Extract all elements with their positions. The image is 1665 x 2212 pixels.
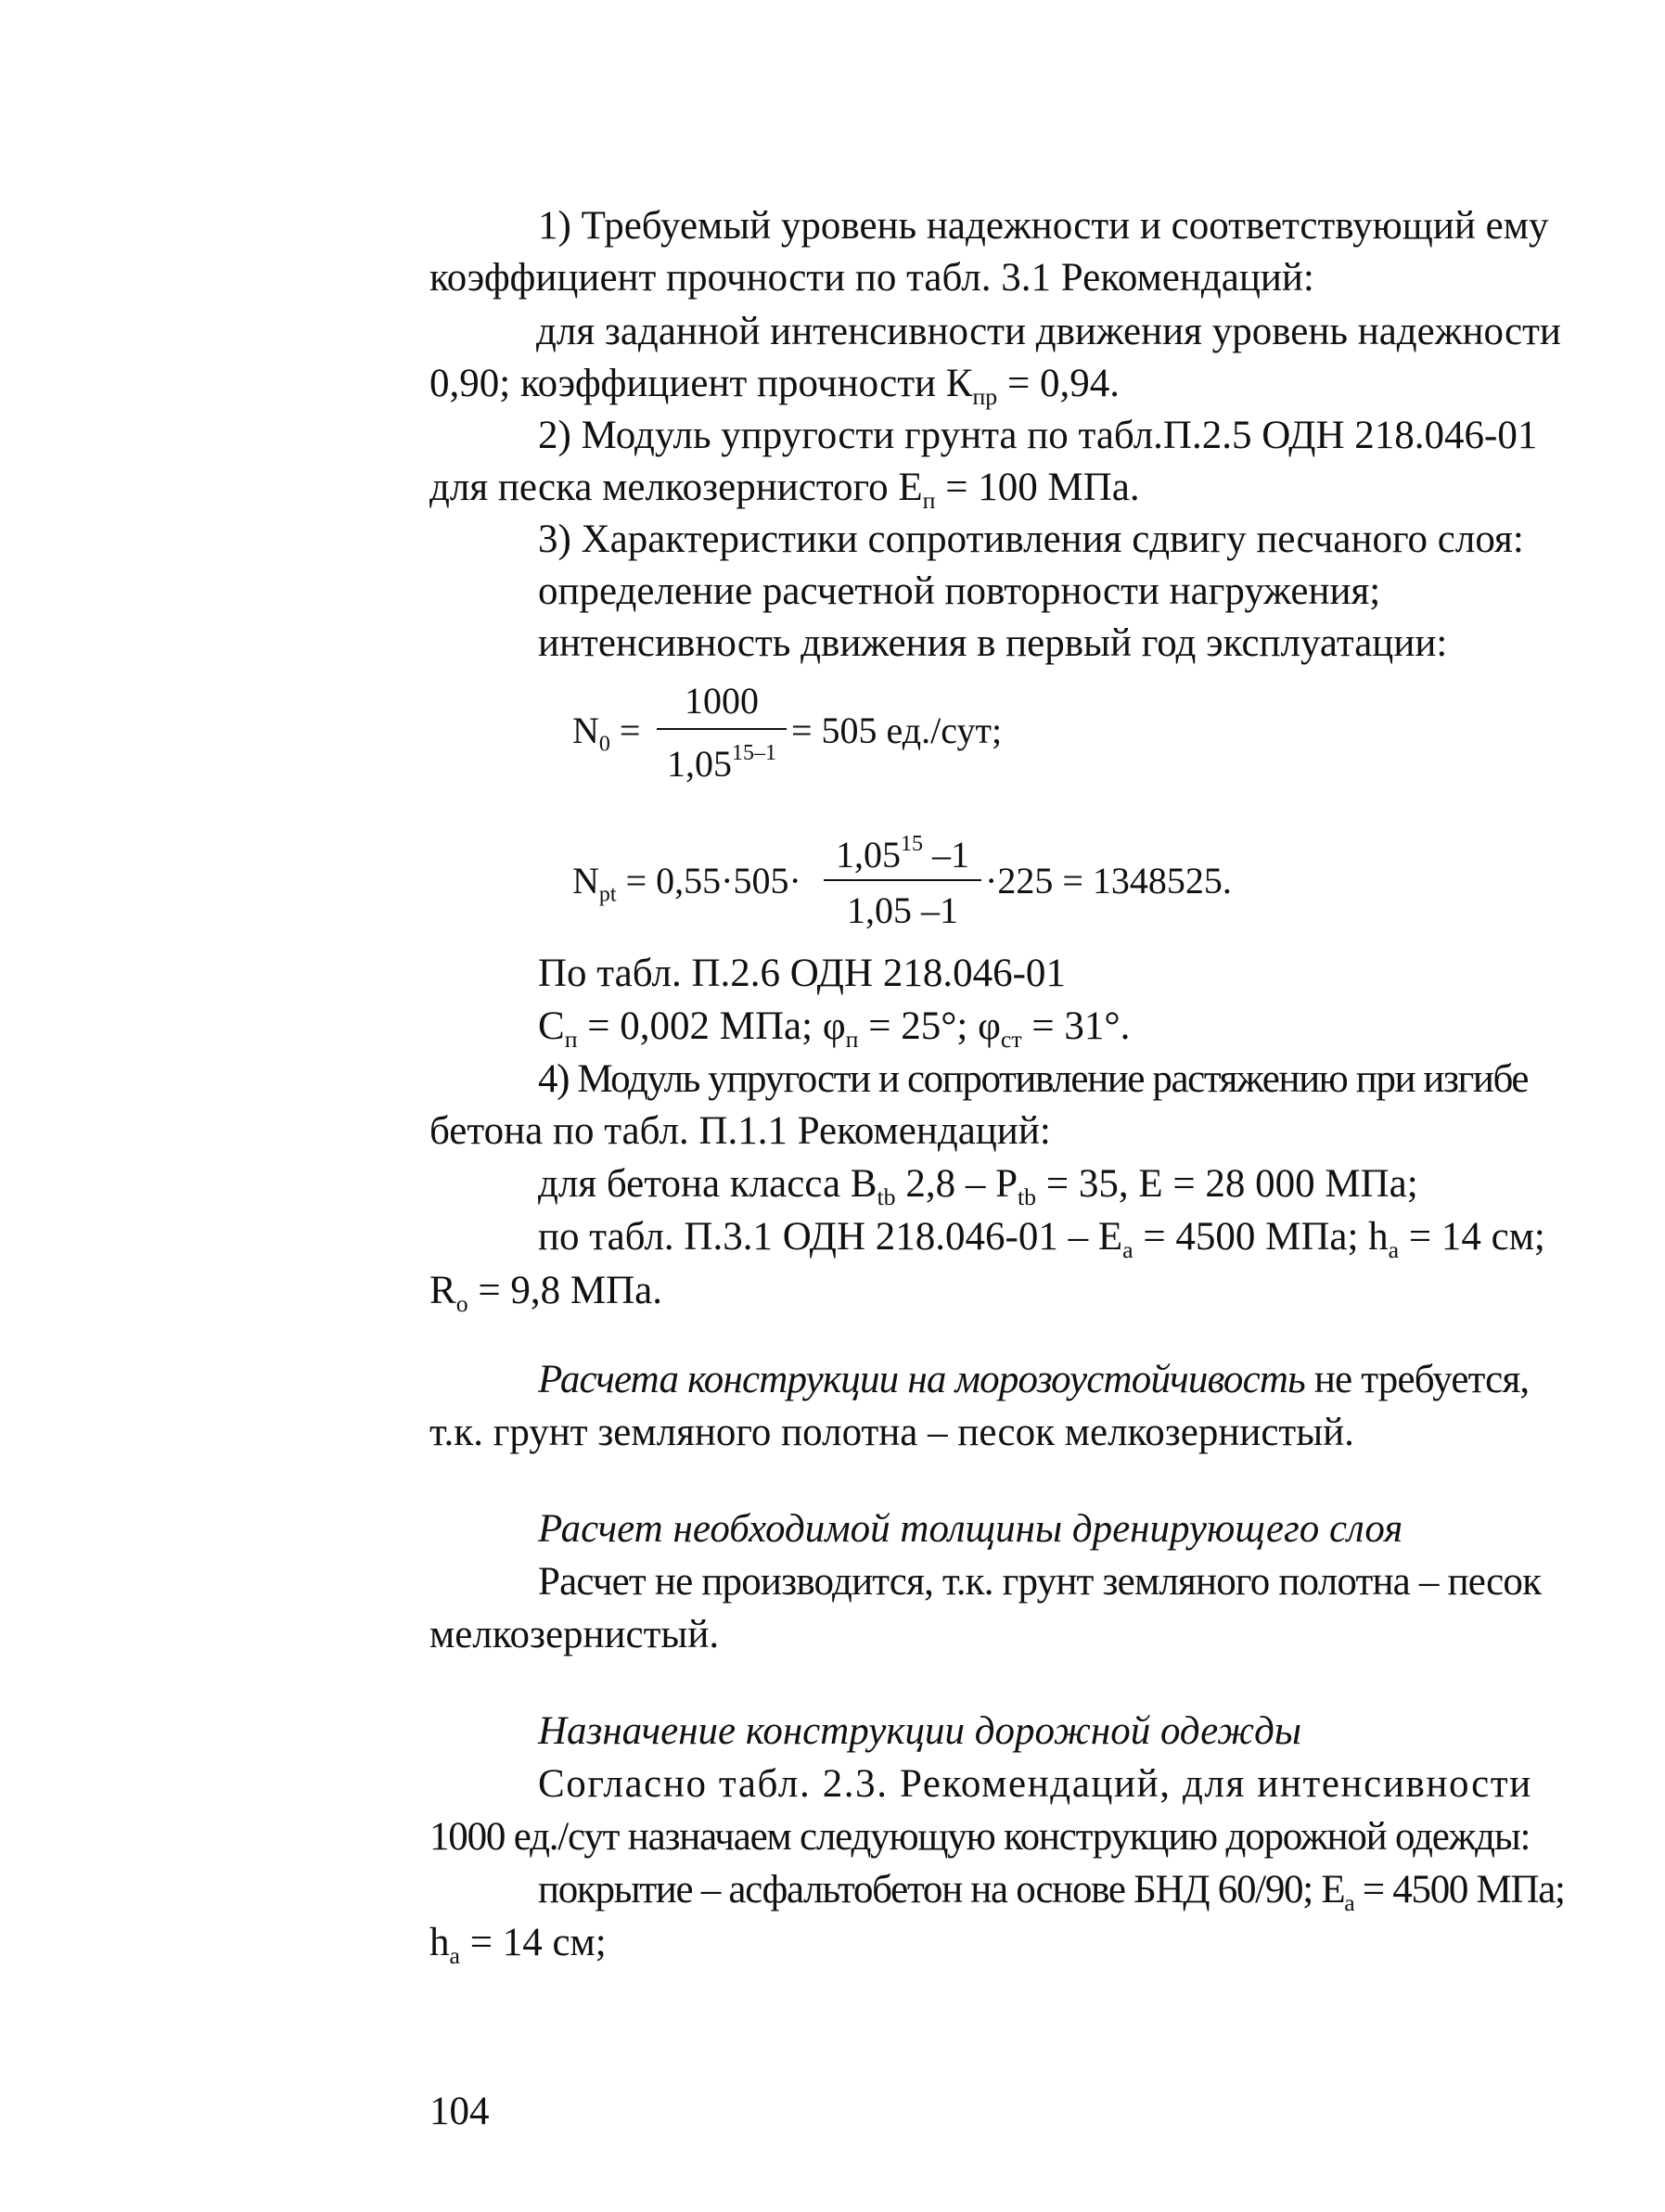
text-line: 3) Характеристики сопротивления сдвигу песчаного слоя:	[538, 518, 1524, 561]
fraction-numerator: 1,05$^{15}$ –1	[836, 832, 969, 876]
text-line: $С_п = 0,002$ МПа; $\varphi_п = 25^\circ$; $\varphi_{ст} = 31^\circ$.	[538, 1004, 1131, 1054]
text-line: бетона по табл. П.1.1 Рекомендаций:	[429, 1109, 1051, 1153]
text-line: 1000 ед./сут назначаем следующую конструкцию дорожной одежды:	[429, 1815, 1531, 1859]
text-line: т.к. грунт земляного полотна – песок мелкозернистый.	[429, 1411, 1354, 1454]
text-line: 0,90; коэффициент прочности $К_{пр} = 0,94$.	[429, 362, 1120, 411]
text-line: Расчет не производится, т.к. грунт земляного полотна – песок	[538, 1560, 1542, 1604]
text-line: По табл. П.2.6 ОДН 218.046-01	[538, 952, 1066, 995]
page-number: 104	[429, 2090, 490, 2133]
text-line: мелкозернистый.	[429, 1613, 720, 1656]
fraction-denominator: 1,05$^{15-1}$	[667, 741, 776, 785]
text-line: интенсивность движения в первый год эксплуатации:	[538, 621, 1448, 665]
text-line: Согласно табл. 2.3. Рекомендаций, для интенсивности	[538, 1762, 1532, 1806]
text-line: для заданной интенсивности движения уровень надежности	[536, 310, 1561, 353]
section-heading: Назначение конструкции дорожной одежды	[538, 1709, 1302, 1753]
text-line: для песка мелкозернистого $Е_п = 100$ МПа.	[429, 466, 1140, 515]
text-line: определение расчетной повторности нагружения;	[538, 569, 1381, 613]
fraction-bar	[657, 728, 787, 730]
text-line: $R_о = 9,8$ МПа.	[429, 1269, 662, 1318]
text-line: для бетона класса $В_{tb}$ $2,8 - Р_{tb} = 35$, Е = 28 000 МПа;	[538, 1162, 1418, 1211]
text-line: по табл. П.3.1 ОДН $218.046-01 - Е_а = 4500$ МПа; $h_а = 14$ см;	[538, 1215, 1545, 1264]
fraction-numerator: 1000	[685, 680, 759, 722]
text-line: 4) Модуль упругости и сопротивление растяжению при изгибе	[538, 1057, 1529, 1101]
text-line: 2) Модуль упругости грунта по табл.П.2.5 ОДН 218.046-01	[538, 414, 1538, 457]
text-line: покрытие – асфальтобетон на основе БНД 60/90; $Е_а = 4500$ МПа;	[538, 1868, 1565, 1917]
section-heading: Расчет необходимой толщины дренирующего слоя	[538, 1507, 1403, 1551]
fraction-bar	[824, 879, 981, 881]
text-line: 1) Требуемый уровень надежности и соответствующий ему	[538, 204, 1549, 248]
fraction-denominator: 1,05 –1	[847, 889, 958, 931]
text-line: коэффициент прочности по табл. 3.1 Рекомендаций:	[429, 256, 1314, 300]
text-line: $h_а = 14$ см;	[429, 1921, 607, 1970]
text-line: Расчета конструкции на морозоустойчивость не требуется,	[538, 1358, 1530, 1401]
